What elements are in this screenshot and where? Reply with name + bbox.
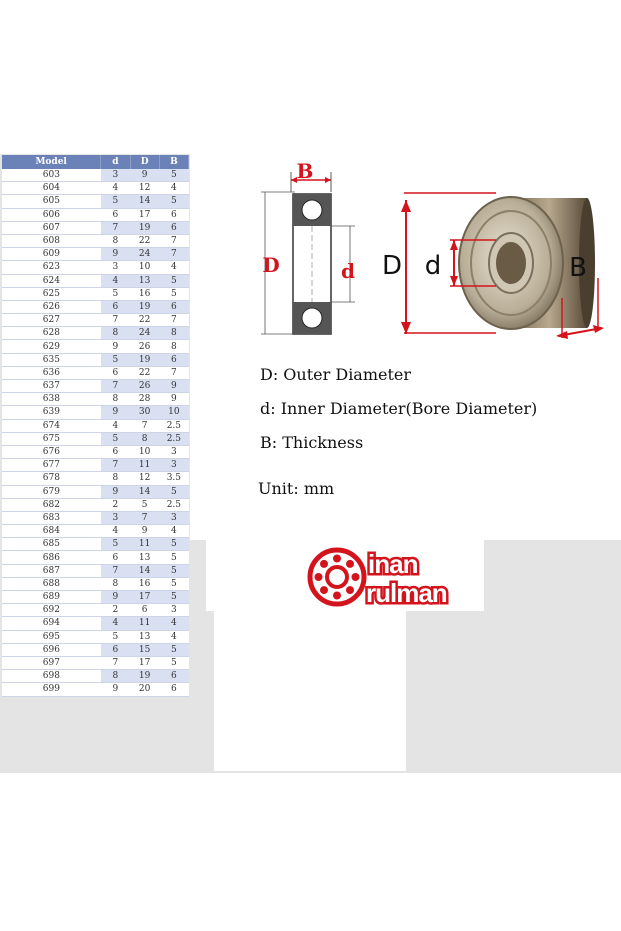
table-row <box>2 538 189 551</box>
cell-D: 22 <box>130 366 159 379</box>
cell-D: 19 <box>130 670 159 683</box>
cell-B: 5 <box>159 485 188 498</box>
cell-model: 682 <box>2 498 101 511</box>
cell-B: 5 <box>159 643 188 656</box>
cell-B: 5 <box>159 195 188 208</box>
table-row <box>2 604 189 617</box>
cell-B: 3 <box>159 511 188 524</box>
legend-inner-diameter: d: Inner Diameter(Bore Diameter) <box>260 399 538 418</box>
header-B: B <box>159 155 188 169</box>
cell-model: 692 <box>2 604 101 617</box>
table-row <box>2 419 189 432</box>
table-row <box>2 683 189 696</box>
cell-D: 10 <box>130 261 159 274</box>
cell-D: 11 <box>130 459 159 472</box>
cell-d: 7 <box>101 314 130 327</box>
label-d-photo: d <box>424 251 442 281</box>
cell-D: 19 <box>130 300 159 313</box>
table-row <box>2 208 189 221</box>
label-d-drawing: d <box>341 259 355 283</box>
bearing-spec-table <box>2 155 189 697</box>
cell-model: 696 <box>2 643 101 656</box>
label-D-photo: D <box>381 251 403 281</box>
table-row <box>2 366 189 379</box>
cell-model: 695 <box>2 630 101 643</box>
cell-D: 11 <box>130 538 159 551</box>
cell-D: 20 <box>130 683 159 696</box>
cell-model: 606 <box>2 208 101 221</box>
table-row <box>2 564 189 577</box>
cell-D: 9 <box>130 525 159 538</box>
table-row <box>2 630 189 643</box>
cell-model: 625 <box>2 287 101 300</box>
cell-model: 686 <box>2 551 101 564</box>
table-row <box>2 643 189 656</box>
table-row <box>2 274 189 287</box>
cell-model: 687 <box>2 564 101 577</box>
logo-text-line2: rulman <box>366 578 447 608</box>
cell-d: 6 <box>101 300 130 313</box>
cell-d: 9 <box>101 340 130 353</box>
table-row <box>2 577 189 590</box>
table-header-row <box>2 155 189 169</box>
cell-model: 635 <box>2 353 101 366</box>
cell-d: 6 <box>101 551 130 564</box>
cell-D: 26 <box>130 380 159 393</box>
cell-d: 2 <box>101 604 130 617</box>
cell-model: 626 <box>2 300 101 313</box>
cell-B: 3.5 <box>159 472 188 485</box>
cell-B: 5 <box>159 591 188 604</box>
cell-model: 629 <box>2 340 101 353</box>
cell-model: 698 <box>2 670 101 683</box>
cell-D: 17 <box>130 656 159 669</box>
cell-model: 674 <box>2 419 101 432</box>
brand-logo <box>306 545 476 609</box>
table-row <box>2 445 189 458</box>
cell-B: 6 <box>159 683 188 696</box>
table-row <box>2 459 189 472</box>
cell-model: 607 <box>2 221 101 234</box>
cell-B: 5 <box>159 577 188 590</box>
cell-B: 5 <box>159 169 188 182</box>
cell-model: 624 <box>2 274 101 287</box>
table-row <box>2 248 189 261</box>
cell-D: 6 <box>130 604 159 617</box>
cell-d: 9 <box>101 485 130 498</box>
table-row <box>2 182 189 195</box>
cell-d: 8 <box>101 577 130 590</box>
cell-d: 7 <box>101 656 130 669</box>
cell-B: 2.5 <box>159 498 188 511</box>
table-row <box>2 327 189 340</box>
cell-D: 13 <box>130 630 159 643</box>
table-row <box>2 300 189 313</box>
cell-B: 5 <box>159 287 188 300</box>
cell-d: 4 <box>101 182 130 195</box>
cell-d: 8 <box>101 234 130 247</box>
cell-B: 3 <box>159 459 188 472</box>
logo-text-line1: inan <box>368 549 418 579</box>
cell-D: 5 <box>130 498 159 511</box>
label-D-drawing: D <box>262 253 280 277</box>
table-row <box>2 169 189 182</box>
cell-B: 8 <box>159 340 188 353</box>
cell-d: 7 <box>101 380 130 393</box>
table-row <box>2 234 189 247</box>
cell-d: 5 <box>101 538 130 551</box>
label-B-drawing: B <box>296 159 314 183</box>
header-d: d <box>101 155 130 169</box>
cell-model: 637 <box>2 380 101 393</box>
cell-d: 3 <box>101 169 130 182</box>
table-row <box>2 656 189 669</box>
cell-D: 14 <box>130 195 159 208</box>
cell-model: 636 <box>2 366 101 379</box>
cell-B: 6 <box>159 670 188 683</box>
cell-model: 604 <box>2 182 101 195</box>
table-row <box>2 472 189 485</box>
cell-D: 12 <box>130 182 159 195</box>
cell-model: 689 <box>2 591 101 604</box>
cell-B: 5 <box>159 656 188 669</box>
cell-D: 11 <box>130 617 159 630</box>
table-row <box>2 195 189 208</box>
cell-d: 5 <box>101 195 130 208</box>
cell-B: 4 <box>159 630 188 643</box>
cell-d: 7 <box>101 221 130 234</box>
table-row <box>2 591 189 604</box>
cell-d: 9 <box>101 248 130 261</box>
cell-model: 639 <box>2 406 101 419</box>
bearing-cross-section-diagram <box>255 158 365 338</box>
cell-B: 9 <box>159 393 188 406</box>
cell-D: 19 <box>130 353 159 366</box>
cell-B: 5 <box>159 274 188 287</box>
cell-model: 676 <box>2 445 101 458</box>
cell-d: 3 <box>101 261 130 274</box>
cell-model: 679 <box>2 485 101 498</box>
cell-B: 2.5 <box>159 432 188 445</box>
cell-B: 8 <box>159 327 188 340</box>
cell-D: 22 <box>130 314 159 327</box>
table-row <box>2 485 189 498</box>
table-row <box>2 380 189 393</box>
cell-D: 13 <box>130 551 159 564</box>
cell-d: 8 <box>101 670 130 683</box>
cell-D: 15 <box>130 643 159 656</box>
table-row <box>2 353 189 366</box>
cell-d: 9 <box>101 683 130 696</box>
cell-d: 9 <box>101 406 130 419</box>
cell-B: 7 <box>159 366 188 379</box>
table-row <box>2 393 189 406</box>
cell-B: 9 <box>159 380 188 393</box>
cell-d: 4 <box>101 274 130 287</box>
cell-D: 12 <box>130 472 159 485</box>
cell-d: 9 <box>101 591 130 604</box>
table-row <box>2 340 189 353</box>
cell-D: 7 <box>130 419 159 432</box>
table-row <box>2 525 189 538</box>
bearing-photo-diagram <box>376 188 608 348</box>
cell-d: 4 <box>101 419 130 432</box>
table-row <box>2 261 189 274</box>
cell-d: 7 <box>101 564 130 577</box>
cell-d: 5 <box>101 287 130 300</box>
cell-D: 16 <box>130 577 159 590</box>
cell-B: 4 <box>159 261 188 274</box>
cell-D: 14 <box>130 485 159 498</box>
cell-model: 677 <box>2 459 101 472</box>
cell-B: 4 <box>159 182 188 195</box>
cell-B: 3 <box>159 604 188 617</box>
table-row <box>2 287 189 300</box>
cell-d: 8 <box>101 393 130 406</box>
cell-B: 7 <box>159 234 188 247</box>
cell-d: 5 <box>101 432 130 445</box>
cell-d: 3 <box>101 511 130 524</box>
bearing-ring-icon <box>310 550 364 604</box>
cell-model: 683 <box>2 511 101 524</box>
table-row <box>2 617 189 630</box>
cell-model: 608 <box>2 234 101 247</box>
cell-model: 603 <box>2 169 101 182</box>
cell-B: 5 <box>159 564 188 577</box>
table-row <box>2 551 189 564</box>
cell-model: 697 <box>2 656 101 669</box>
cell-model: 623 <box>2 261 101 274</box>
cell-D: 7 <box>130 511 159 524</box>
cell-d: 6 <box>101 643 130 656</box>
cell-model: 688 <box>2 577 101 590</box>
cell-d: 6 <box>101 366 130 379</box>
cell-D: 8 <box>130 432 159 445</box>
cell-model: 675 <box>2 432 101 445</box>
header-model: Model <box>2 155 101 169</box>
cell-d: 4 <box>101 617 130 630</box>
table-row <box>2 221 189 234</box>
cell-D: 10 <box>130 445 159 458</box>
cell-B: 6 <box>159 208 188 221</box>
cell-D: 9 <box>130 169 159 182</box>
cell-D: 24 <box>130 248 159 261</box>
cell-D: 17 <box>130 591 159 604</box>
cell-d: 6 <box>101 445 130 458</box>
cell-d: 6 <box>101 208 130 221</box>
legend-unit: Unit: mm <box>258 479 335 498</box>
cell-d: 5 <box>101 630 130 643</box>
legend-thickness: B: Thickness <box>260 433 364 452</box>
cell-B: 7 <box>159 314 188 327</box>
cell-model: 638 <box>2 393 101 406</box>
cell-model: 605 <box>2 195 101 208</box>
cell-D: 17 <box>130 208 159 221</box>
cell-D: 14 <box>130 564 159 577</box>
cell-d: 5 <box>101 353 130 366</box>
cell-D: 24 <box>130 327 159 340</box>
cell-B: 10 <box>159 406 188 419</box>
cell-D: 16 <box>130 287 159 300</box>
cell-model: 699 <box>2 683 101 696</box>
cell-D: 19 <box>130 221 159 234</box>
cell-d: 2 <box>101 498 130 511</box>
legend-outer-diameter: D: Outer Diameter <box>260 365 412 384</box>
cell-D: 30 <box>130 406 159 419</box>
cell-D: 13 <box>130 274 159 287</box>
cell-model: 678 <box>2 472 101 485</box>
table-row <box>2 314 189 327</box>
cell-B: 6 <box>159 221 188 234</box>
cell-d: 8 <box>101 327 130 340</box>
cell-B: 4 <box>159 617 188 630</box>
cell-d: 8 <box>101 472 130 485</box>
cell-model: 609 <box>2 248 101 261</box>
cell-model: 685 <box>2 538 101 551</box>
header-D: D <box>130 155 159 169</box>
label-B-photo: B <box>569 253 587 283</box>
cell-model: 694 <box>2 617 101 630</box>
cell-model: 684 <box>2 525 101 538</box>
cell-B: 5 <box>159 551 188 564</box>
cell-model: 627 <box>2 314 101 327</box>
table-row <box>2 670 189 683</box>
cell-D: 28 <box>130 393 159 406</box>
table-row <box>2 406 189 419</box>
cell-B: 7 <box>159 248 188 261</box>
cell-B: 6 <box>159 300 188 313</box>
cell-B: 4 <box>159 525 188 538</box>
cell-B: 6 <box>159 353 188 366</box>
cell-D: 22 <box>130 234 159 247</box>
cell-B: 2.5 <box>159 419 188 432</box>
cell-B: 3 <box>159 445 188 458</box>
cell-B: 5 <box>159 538 188 551</box>
table-row <box>2 498 189 511</box>
cell-D: 26 <box>130 340 159 353</box>
cell-model: 628 <box>2 327 101 340</box>
table-row <box>2 511 189 524</box>
cell-d: 4 <box>101 525 130 538</box>
table-row <box>2 432 189 445</box>
cell-d: 7 <box>101 459 130 472</box>
